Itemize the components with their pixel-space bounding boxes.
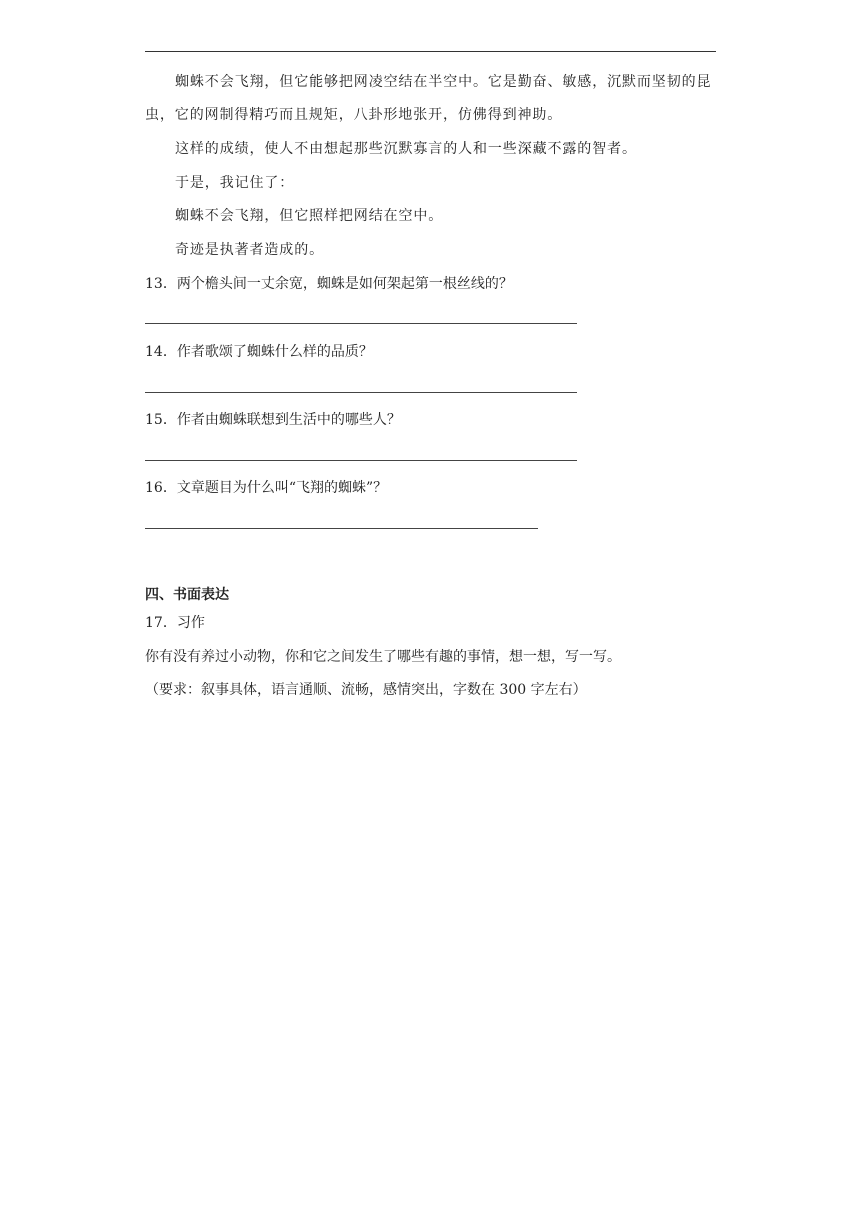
question-16-text: 16．文章题目为什么叫“飞翔的蜘蛛”？ [145, 480, 388, 496]
question-15-text: 15．作者由蜘蛛联想到生活中的哪些人？ [145, 412, 401, 428]
question-14-text: 14．作者歌颂了蜘蛛什么样的品质？ [145, 344, 373, 360]
question-16-answer-line[interactable] [145, 528, 538, 529]
writing-requirements: （要求：叙事具体，语言通顺、流畅，感情突出，字数在 300 字左右） [145, 682, 587, 698]
header-rule [145, 51, 716, 52]
question-14-answer-line[interactable] [145, 392, 577, 393]
question-13-answer-line[interactable] [145, 323, 577, 324]
passage-paragraph-4: 蜘蛛不会飞翔，但它照样把网结在空中。 [175, 208, 444, 224]
question-15-answer-line[interactable] [145, 460, 577, 461]
passage-paragraph-1-line-2: 虫，它的网制得精巧而且规矩，八卦形地张开，仿佛得到神助。 [145, 107, 563, 123]
question-13-text: 13．两个檐头间一丈余宽，蜘蛛是如何架起第一根丝线的？ [145, 276, 513, 292]
writing-prompt: 你有没有养过小动物，你和它之间发生了哪些有趣的事情，想一想，写一写。 [145, 649, 621, 665]
section-heading: 四、书面表达 [145, 587, 229, 603]
passage-paragraph-1-line-1: 蜘蛛不会飞翔，但它能够把网凌空结在半空中。它是勤奋、敏感，沉默而坚韧的昆 [175, 74, 712, 90]
passage-paragraph-3: 于是，我记住了： [175, 175, 295, 191]
question-17-title: 17．习作 [145, 615, 205, 631]
passage-paragraph-5: 奇迹是执著者造成的。 [175, 242, 324, 258]
passage-paragraph-2: 这样的成绩，使人不由想起那些沉默寡言的人和一些深藏不露的智者。 [175, 141, 637, 157]
